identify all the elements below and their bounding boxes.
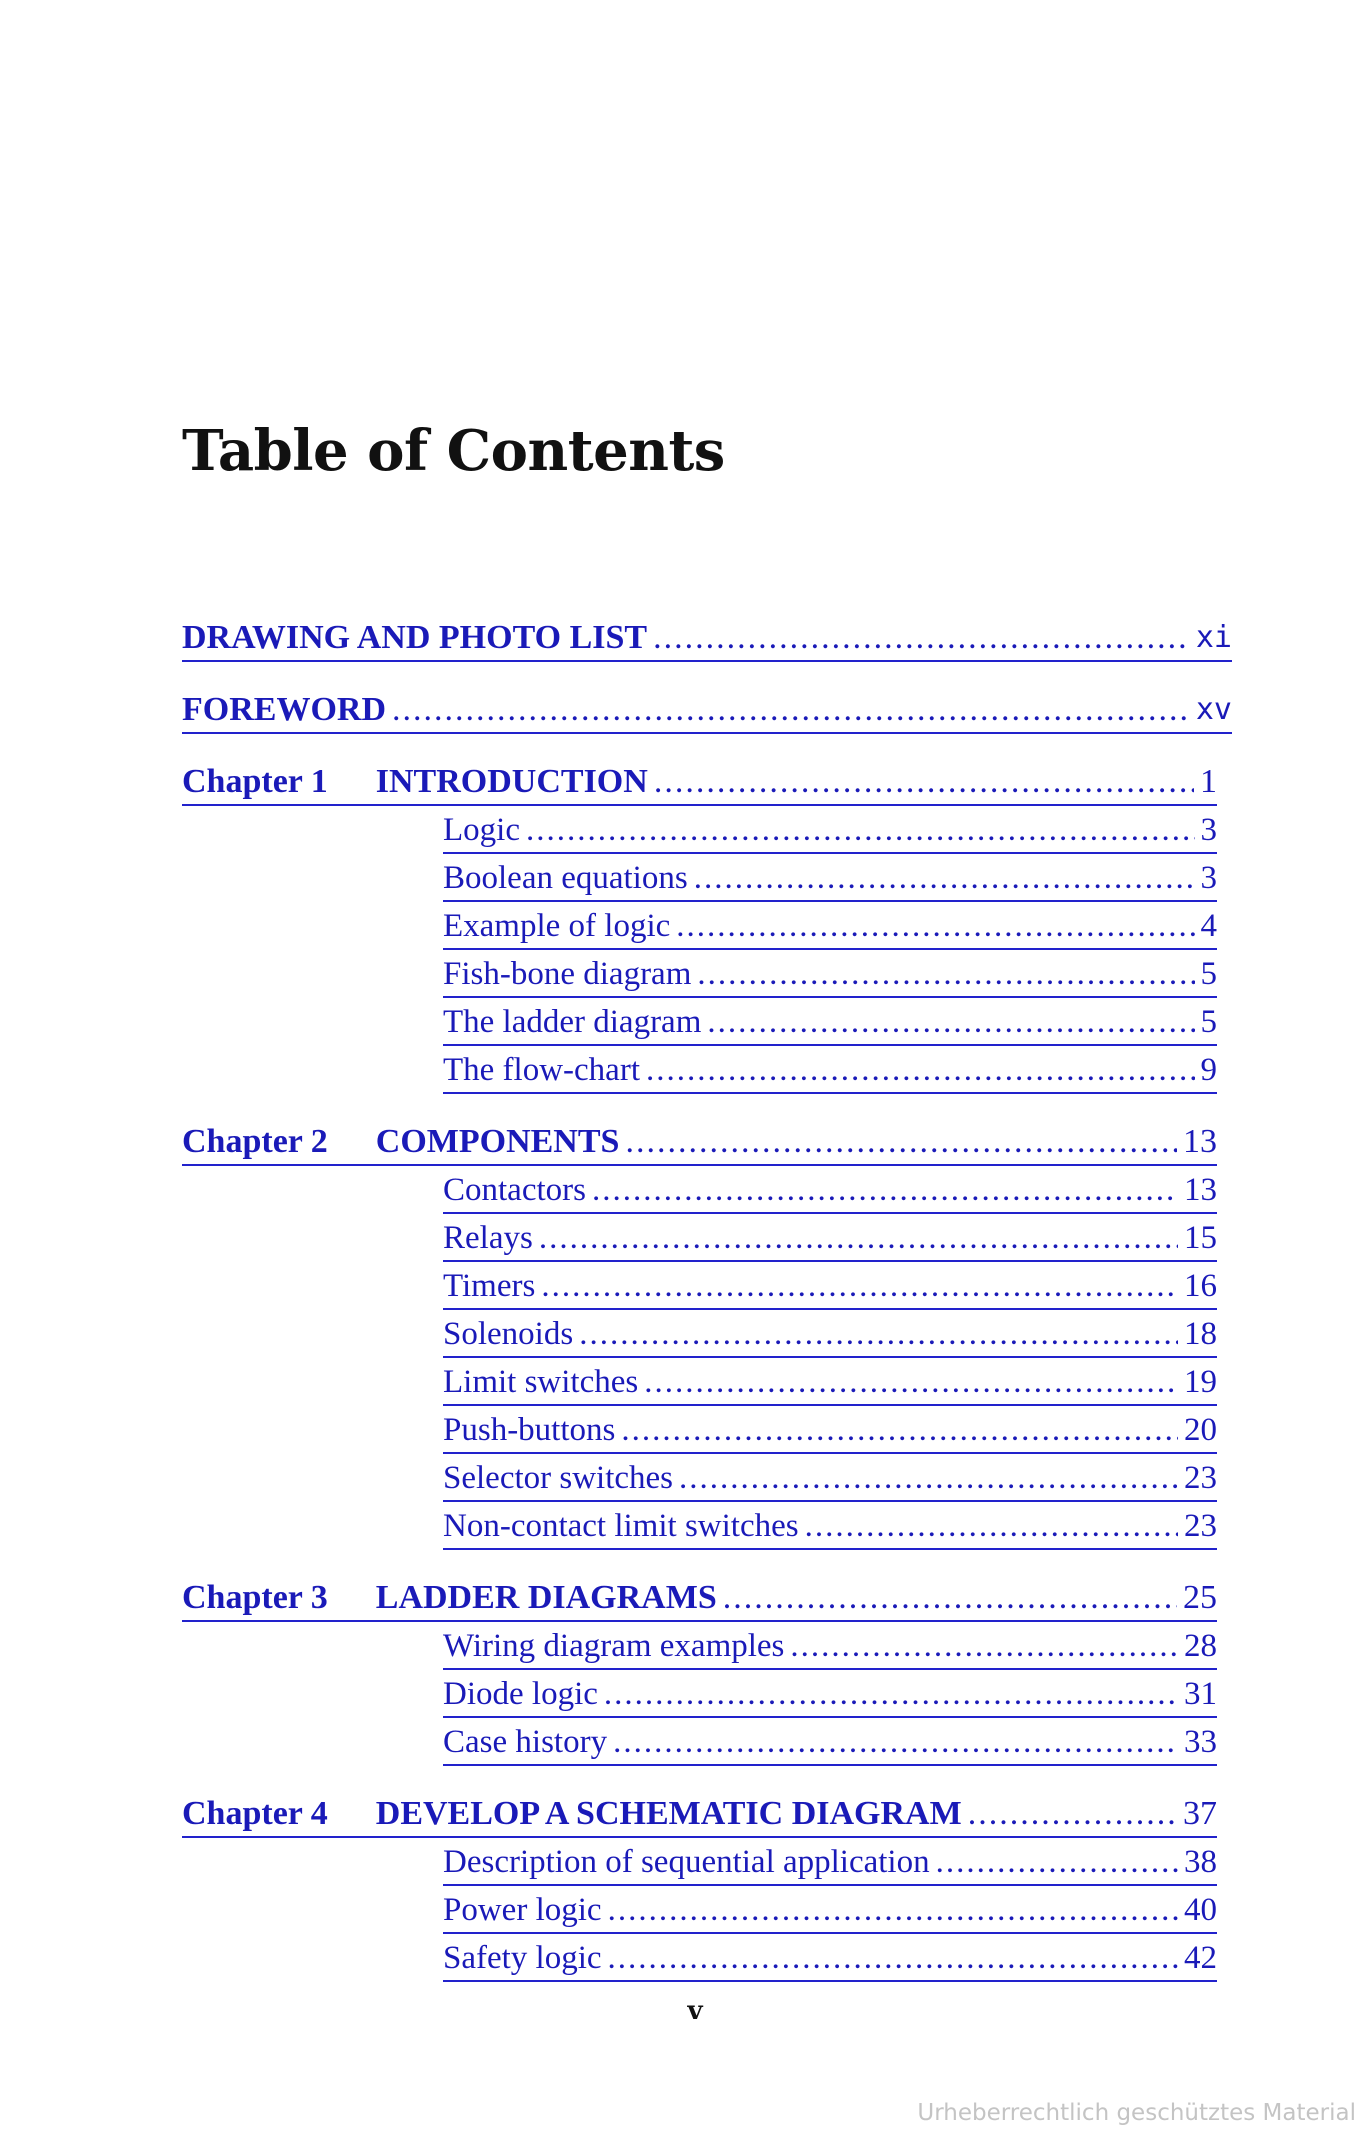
section-label: Selector switches (443, 1460, 674, 1496)
leader-dots (613, 1722, 1178, 1762)
toc-section-fish-bone-diagram[interactable] (443, 954, 1217, 998)
section-label: Timers (443, 1268, 536, 1304)
toc-section-example-of-logic[interactable] (443, 906, 1217, 950)
leader-dots (579, 1314, 1178, 1354)
toc-section-case-history[interactable] (443, 1722, 1217, 1766)
leader-dots (621, 1410, 1178, 1450)
leader-dots (539, 1218, 1178, 1258)
toc-section-diode-logic[interactable] (443, 1674, 1217, 1718)
toc-entry-page: 5 (1200, 956, 1217, 992)
chapter-title: INTRODUCTION (375, 763, 648, 800)
chapter-number: Chapter 1 (182, 763, 328, 800)
toc-section-push-buttons[interactable] (443, 1410, 1217, 1454)
leader-dots (608, 1938, 1178, 1978)
toc-entry-page: xi (1195, 620, 1232, 655)
toc-entry-page: 25 (1183, 1579, 1217, 1616)
toc-section-limit-switches[interactable] (443, 1362, 1217, 1406)
toc-entry-page: 4 (1200, 908, 1217, 944)
section-label: Safety logic (443, 1940, 602, 1976)
toc-entry-page: 33 (1184, 1724, 1217, 1760)
section-label: Non-contact limit switches (443, 1508, 799, 1544)
toc-entry-page: 37 (1183, 1795, 1217, 1832)
toc-entry-page: 16 (1184, 1268, 1217, 1304)
section-label: Relays (443, 1220, 533, 1256)
chapter-number: Chapter 3 (182, 1579, 328, 1616)
leader-dots (790, 1626, 1178, 1666)
toc-chapter-2[interactable] (182, 1122, 1217, 1166)
toc-chapter-3[interactable] (182, 1578, 1217, 1622)
toc-entry-page: 20 (1184, 1412, 1217, 1448)
chapter-title: DEVELOP A SCHEMATIC DIAGRAM (375, 1795, 962, 1832)
leader-dots (644, 1362, 1178, 1402)
toc-section-relays[interactable] (443, 1218, 1217, 1262)
leader-dots (936, 1842, 1178, 1882)
toc-section-flow-chart[interactable] (443, 1050, 1217, 1094)
section-label: Case history (443, 1724, 608, 1760)
chapter-title: COMPONENTS (375, 1123, 620, 1160)
leader-dots (707, 1002, 1194, 1042)
section-label: Logic (443, 812, 520, 848)
section-label: Fish-bone diagram (443, 956, 692, 992)
page-number: v (687, 1996, 703, 2026)
leader-dots (392, 690, 1190, 730)
leader-dots (694, 858, 1195, 898)
toc-entry-page: 1 (1200, 763, 1217, 800)
leader-dots (526, 810, 1195, 850)
toc-entry-page: 3 (1200, 812, 1217, 848)
toc-chapter-1[interactable] (182, 762, 1217, 806)
section-label: Boolean equations (443, 860, 688, 896)
toc-entry-page: 19 (1184, 1364, 1217, 1400)
toc-section-logic[interactable] (443, 810, 1217, 854)
section-label: Limit switches (443, 1364, 639, 1400)
leader-dots (679, 1458, 1178, 1498)
toc-entry-page: 5 (1200, 1004, 1217, 1040)
toc-section-ladder-diagram[interactable] (443, 1002, 1217, 1046)
leader-dots (604, 1674, 1178, 1714)
section-label: The flow-chart (443, 1052, 640, 1088)
section-label: Wiring diagram examples (443, 1628, 785, 1664)
leader-dots (592, 1170, 1178, 1210)
toc-section-boolean-equations[interactable] (443, 858, 1217, 902)
toc-entry-page: 40 (1184, 1892, 1217, 1928)
toc-section-safety-logic[interactable] (443, 1938, 1217, 1982)
toc-section-selector-switches[interactable] (443, 1458, 1217, 1502)
toc-chapter-4[interactable] (182, 1794, 1217, 1838)
section-label: Description of sequential application (443, 1844, 930, 1880)
toc-section-contactors[interactable] (443, 1170, 1217, 1214)
chapter-number: Chapter 4 (182, 1795, 328, 1832)
toc-entry-page: 38 (1184, 1844, 1217, 1880)
toc-section-wiring-diagram-examples[interactable] (443, 1626, 1217, 1670)
section-label: Diode logic (443, 1676, 598, 1712)
toc-entry-page: 15 (1184, 1220, 1217, 1256)
toc-entry-foreword[interactable] (182, 690, 1232, 734)
leader-dots (541, 1266, 1178, 1306)
leader-dots (608, 1890, 1178, 1930)
toc-section-timers[interactable] (443, 1266, 1217, 1310)
section-label: Push-buttons (443, 1412, 616, 1448)
toc-entry-page: 28 (1184, 1628, 1217, 1664)
toc-entry-page: 3 (1200, 860, 1217, 896)
toc-entry-page: 23 (1184, 1508, 1217, 1544)
toc-entry-page: 31 (1184, 1676, 1217, 1712)
toc-section-non-contact-limit-switches[interactable] (443, 1506, 1217, 1550)
toc-entry-drawing-photo-list[interactable] (182, 618, 1232, 662)
section-label: Example of logic (443, 908, 671, 944)
chapter-number: Chapter 2 (182, 1123, 328, 1160)
toc-entry-page: 18 (1184, 1316, 1217, 1352)
leader-dots (654, 762, 1194, 802)
toc-entry-page: 13 (1183, 1123, 1217, 1160)
toc-entry-page: xv (1195, 692, 1232, 727)
toc-entry-page: 9 (1200, 1052, 1217, 1088)
leader-dots (697, 954, 1194, 994)
toc-entry-page: 42 (1184, 1940, 1217, 1976)
section-label: Contactors (443, 1172, 586, 1208)
toc-entry-page: 23 (1184, 1460, 1217, 1496)
toc-entry-label: DRAWING AND PHOTO LIST (182, 619, 648, 656)
leader-dots (968, 1794, 1177, 1834)
toc-section-sequential-application[interactable] (443, 1842, 1217, 1886)
copyright-watermark: Urheberrechtlich geschütztes Material (917, 2100, 1356, 2126)
toc-section-power-logic[interactable] (443, 1890, 1217, 1934)
section-label: Power logic (443, 1892, 602, 1928)
leader-dots (676, 906, 1194, 946)
leader-dots (625, 1122, 1177, 1162)
section-label: Solenoids (443, 1316, 574, 1352)
chapter-title: LADDER DIAGRAMS (375, 1579, 717, 1616)
leader-dots (646, 1050, 1195, 1090)
toc-section-solenoids[interactable] (443, 1314, 1217, 1358)
leader-dots (805, 1506, 1178, 1546)
leader-dots (723, 1578, 1177, 1618)
leader-dots (653, 618, 1190, 658)
page-title: Table of Contents (182, 418, 725, 484)
toc-entry-page: 13 (1184, 1172, 1217, 1208)
section-label: The ladder diagram (443, 1004, 702, 1040)
toc-entry-label: FOREWORD (182, 691, 386, 728)
